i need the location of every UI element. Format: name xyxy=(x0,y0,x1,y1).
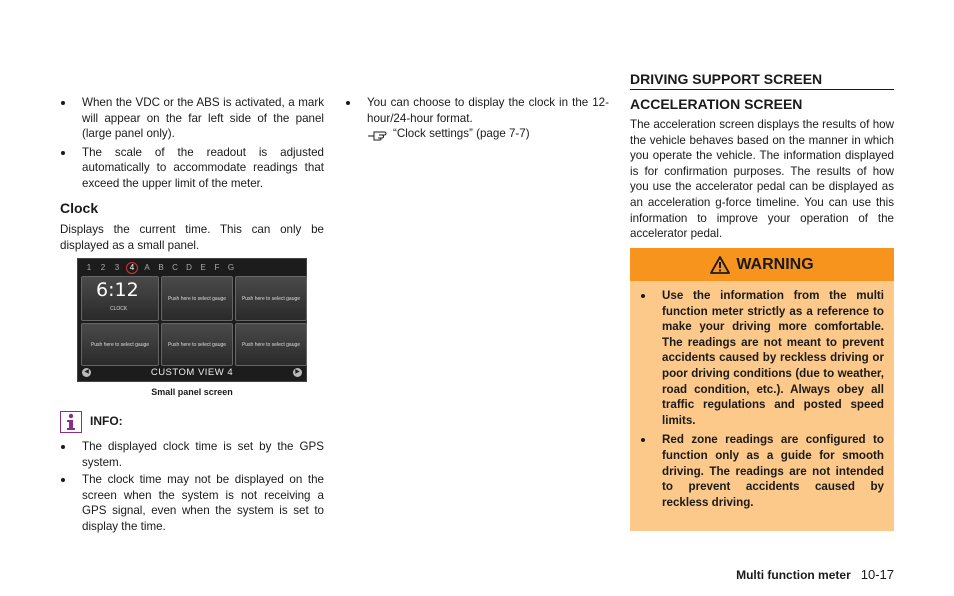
list-item: You can choose to display the clock in the 12-hour/24-hour format. xyxy=(345,95,609,126)
custom-view-label: CUSTOM VIEW 4 xyxy=(150,367,234,378)
bullet-list-top xyxy=(60,95,324,195)
info-label: INFO: xyxy=(90,414,123,429)
list-item: The scale of the readout is adjusted automatically to accommodate readings that exceed the upper limit of the meter. xyxy=(60,145,324,192)
sub-heading: ACCELERATION SCREEN xyxy=(630,96,803,112)
selector-item: A xyxy=(144,263,150,272)
gauge-tile: Push here to select gauge xyxy=(161,323,233,366)
left-arrow-icon: ◀ xyxy=(82,368,91,377)
figure-caption: Small panel screen xyxy=(151,387,233,397)
list-item: The clock time may not be displayed on the screen when the system is not receiving a GPS signal, even when the system is set to display the time. xyxy=(60,472,324,534)
panel-bottom-bar xyxy=(78,366,306,380)
clock-tile-label: CLOCK xyxy=(110,306,128,312)
selector-item: G xyxy=(227,263,235,272)
warning-header xyxy=(630,248,894,281)
gauge-tile: Push here to select gauge xyxy=(161,276,233,321)
list-item: Use the information from the multi function meter strictly as a reference to make your driving more comfortable. The readings are not meant to prevent accidents caused by reckless driving or poor driving conditions (due to weather, road condition, etc.). Always obey all traffic regulations and posted speed limits. xyxy=(640,288,884,428)
right-arrow-icon: ▶ xyxy=(293,368,302,377)
small-panel-screen-figure xyxy=(77,258,307,382)
clock-tile xyxy=(81,276,159,321)
footer-title: Multi function meter xyxy=(736,568,851,582)
panel-selector-row xyxy=(84,261,236,275)
warning-label: WARNING xyxy=(736,255,814,273)
selector-item: 2 xyxy=(100,263,106,272)
warning-bullet-list xyxy=(640,288,884,514)
clock-time: 6:12 xyxy=(96,279,139,301)
warning-box xyxy=(630,248,894,531)
reference-text: “Clock settings” (page 7-7) xyxy=(393,127,530,140)
panel-grid xyxy=(81,276,303,366)
selector-item: B xyxy=(158,263,164,272)
list-item: The displayed clock time is set by the GPS system. xyxy=(60,439,324,470)
gauge-tile: Push here to select gauge xyxy=(81,323,159,366)
page-footer xyxy=(736,567,894,584)
selector-item: C xyxy=(172,263,178,272)
selector-item-selected: 4 xyxy=(126,262,138,274)
info-header xyxy=(60,410,123,434)
reference-link xyxy=(367,126,530,142)
selector-item: 3 xyxy=(114,263,120,272)
gauge-tile: Push here to select gauge xyxy=(235,323,307,366)
info-bullet-list xyxy=(60,439,324,537)
clock-heading: Clock xyxy=(60,200,99,216)
list-item: Red zone readings are configured to function only as a guide for smooth driving. The readings are not intended to prevent accidents caused by reckless driving. xyxy=(640,432,884,510)
selector-item: 1 xyxy=(86,263,92,272)
selector-item: E xyxy=(200,263,206,272)
gauge-tile: Push here to select gauge xyxy=(235,276,307,321)
selector-item: D xyxy=(186,263,192,272)
acceleration-description: The acceleration screen displays the results of how the vehicle behaves based on the manner in which you operate the vehicle. The information displayed is for confirmation purposes. The results of how you use the accelerator pedal can be displayed as an acceleration g-force timeline. You can use this information to improve your operation of the accelerator pedal. xyxy=(630,118,894,241)
warning-triangle-icon xyxy=(710,256,730,274)
bullet-list-middle xyxy=(345,95,609,126)
section-heading: DRIVING SUPPORT SCREEN xyxy=(630,70,894,90)
page-number: 10-17 xyxy=(860,567,894,582)
selector-item: F xyxy=(214,263,220,272)
reference-hand-icon xyxy=(367,127,389,141)
list-item: When the VDC or the ABS is activated, a mark will appear on the far left side of the panel (large panel only). xyxy=(60,95,324,142)
clock-description: Displays the current time. This can only be displayed as a small panel. xyxy=(60,223,324,252)
info-icon xyxy=(60,411,82,433)
